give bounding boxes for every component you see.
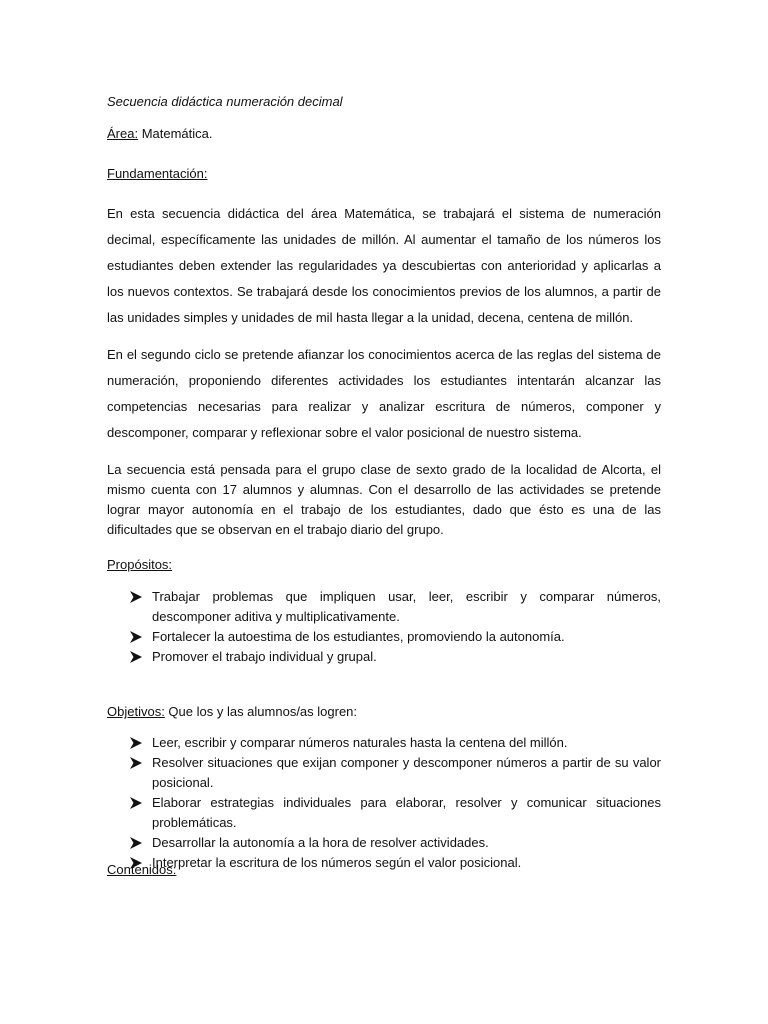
objetivo-text: Interpretar la escritura de los números según el valor posicional. [152,855,522,870]
proposito-text: Fortalecer la autoestima de los estudiantes, promoviendo la autonomía. [152,629,565,644]
arrowhead-bullet-icon [129,627,145,647]
objetivo-text: Resolver situaciones que exijan componer y descomponer números a partir de su valor posicional. [152,755,661,790]
list-item [129,853,661,873]
objetivos-heading: Objetivos: [107,704,165,719]
arrowhead-bullet-icon [129,587,145,607]
propositos-list [129,587,661,667]
area-line [107,124,213,144]
area-value: Matemática. [138,126,213,141]
list-item [129,647,661,667]
objetivo-text: Desarrollar la autonomía a la hora de resolver actividades. [152,835,489,850]
objetivo-text: Leer, escribir y comparar números naturales hasta la centena del millón. [152,735,568,750]
contenidos-heading: Contenidos: [107,862,177,877]
objetivo-text: Elaborar estrategias individuales para elaborar, resolver y comunicar situaciones problemáticas. [152,795,661,830]
list-item [129,627,661,647]
objetivos-list [129,733,661,873]
arrowhead-bullet-icon [129,733,145,753]
propositos-heading: Propósitos: [107,557,173,572]
arrowhead-bullet-icon [129,793,145,813]
list-item [129,587,661,627]
arrowhead-bullet-icon [129,753,145,773]
fundamentacion-paragraph-2: En el segundo ciclo se pretende afianzar los conocimientos acerca de las reglas del sistema de numeración, proponiendo diferentes actividades los estudiantes intentarán alcanzar las competencias necesarias para realizar y analizar escritura de números, componer y descomponer, comparar y reflexionar sobre el valor posicional de nuestro sistema. [107,347,661,440]
document-body [107,92,661,877]
list-item [129,733,661,753]
area-label: Área: [107,126,139,141]
list-item [129,753,661,793]
proposito-text: Promover el trabajo individual y grupal. [152,649,377,664]
list-item [129,833,661,853]
arrowhead-bullet-icon [129,833,145,853]
fundamentacion-paragraph-3: La secuencia está pensada para el grupo clase de sexto grado de la localidad de Alcorta, el mismo cuenta con 17 alumnos y alumnas. Con el desarrollo de las actividades se pretende lograr mayor autonomía en el trabajo de los estudiantes, dado que ésto es una de las dificultades que se observan en el trabajo diario del grupo. [107,462,661,537]
objetivos-intro: Que los y las alumnos/as logren: [164,704,358,719]
fundamentacion-heading: Fundamentación: [107,166,208,181]
arrowhead-bullet-icon [129,647,145,667]
document-title: Secuencia didáctica numeración decimal [107,94,343,109]
list-item [129,793,661,833]
fundamentacion-paragraph-1: En esta secuencia didáctica del área Matemática, se trabajará el sistema de numeración decimal, específicamente las unidades de millón. Al aumentar el tamaño de los números los estudiantes deben extender las regularidades ya descubiertas con anterioridad y aplicarlas a los nuevos contextos. Se trabajará desde los conocimientos previos de los alumnos, a partir de las unidades simples y unidades de mil hasta llegar a la unidad, decena, centena de millón. [107,206,661,325]
objetivos-line [107,702,357,722]
proposito-text: Trabajar problemas que impliquen usar, leer, escribir y comparar números, descomponer aditiva y multiplicativamente. [152,589,661,624]
